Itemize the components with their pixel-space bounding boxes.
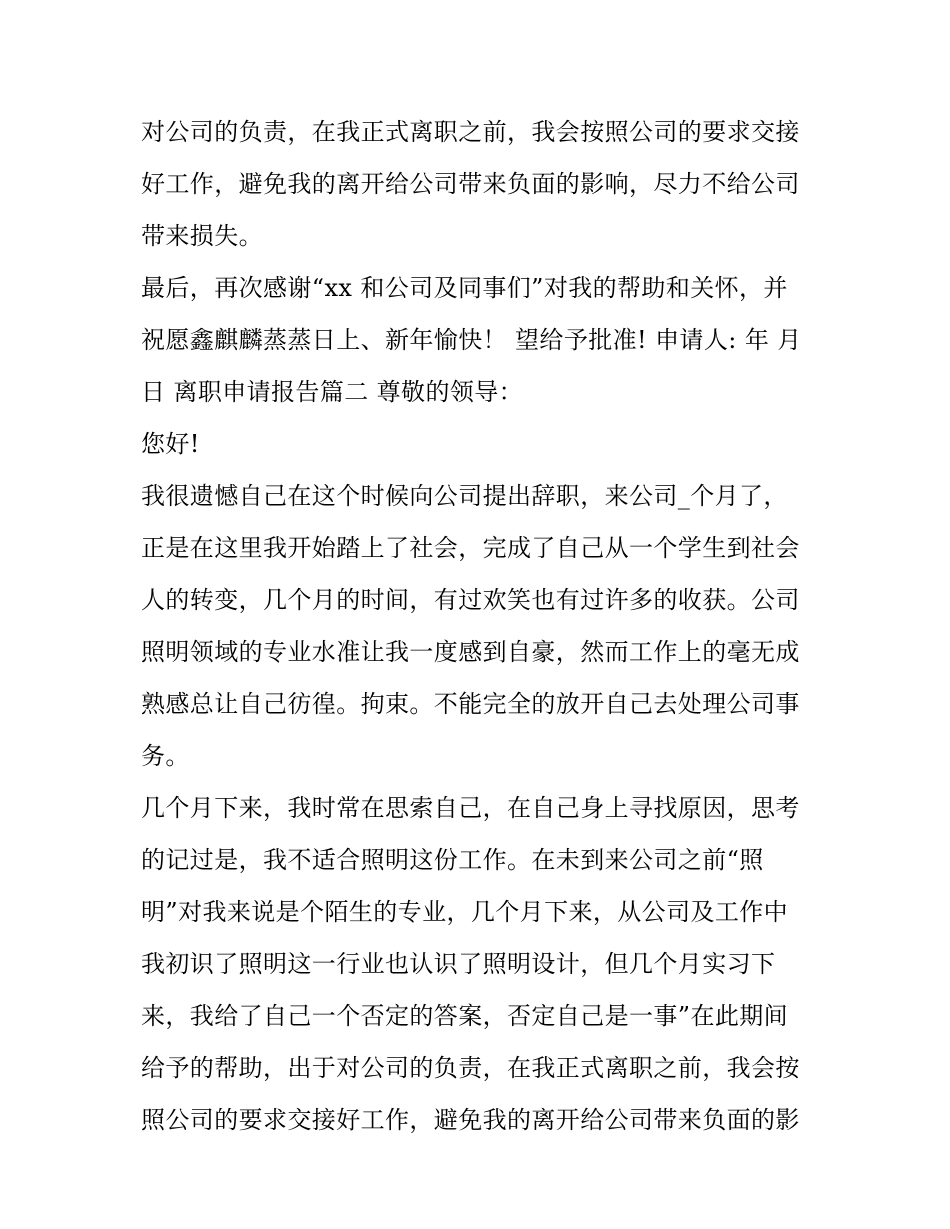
text-line: 的记过是，我不适合照明这份工作。在未到来公司之前“照	[141, 846, 764, 874]
text-line: 熟感总让自己彷徨。拘束。不能完全的放开自己去处理公司事	[141, 690, 800, 718]
text-line: 最后，再次感谢“xx 和公司及同事们”对我的帮助和关怀，并	[141, 274, 788, 302]
text-line: 照公司的要求交接好工作，避免我的离开给公司带来负面的影	[141, 1106, 800, 1134]
text-line: 祝愿鑫麒麟蒸蒸日上、新年愉快！ 望给予批准! 申请人: 年 月	[141, 326, 802, 354]
text-line: 好工作，避免我的离开给公司带来负面的影响，尽力不给公司	[141, 170, 800, 198]
text-line: 务。	[141, 742, 190, 770]
text-line: 明”对我来说是个陌生的专业，几个月下来，从公司及工作中	[141, 898, 789, 926]
text-line: 我很遗憾自己在这个时候向公司提出辞职，来公司_个月了，	[141, 482, 788, 510]
text-line: 几个月下来，我时常在思索自己，在自己身上寻找原因，思考	[141, 794, 800, 822]
document-body	[141, 106, 821, 1146]
text-line: 我初识了照明这一行业也认识了照明设计，但几个月实习下	[141, 950, 776, 978]
text-line: 您好!	[141, 430, 200, 458]
text-line: 照明领域的专业水准让我一度感到自豪，然而工作上的毫无成	[141, 638, 800, 666]
text-line: 给予的帮助，出于对公司的负责，在我正式离职之前，我会按	[141, 1054, 800, 1082]
text-line: 对公司的负责，在我正式离职之前，我会按照公司的要求交接	[141, 118, 800, 146]
text-line: 人的转变，几个月的时间，有过欢笑也有过许多的收获。公司	[141, 586, 800, 614]
text-line: 来，我给了自己一个否定的答案，否定自己是一事”在此期间	[141, 1002, 789, 1030]
text-line: 带来损失。	[141, 222, 263, 250]
text-line: 正是在这里我开始踏上了社会，完成了自己从一个学生到社会	[141, 534, 800, 562]
text-line: 日 离职申请报告篇二 尊敬的领导：	[141, 378, 524, 406]
